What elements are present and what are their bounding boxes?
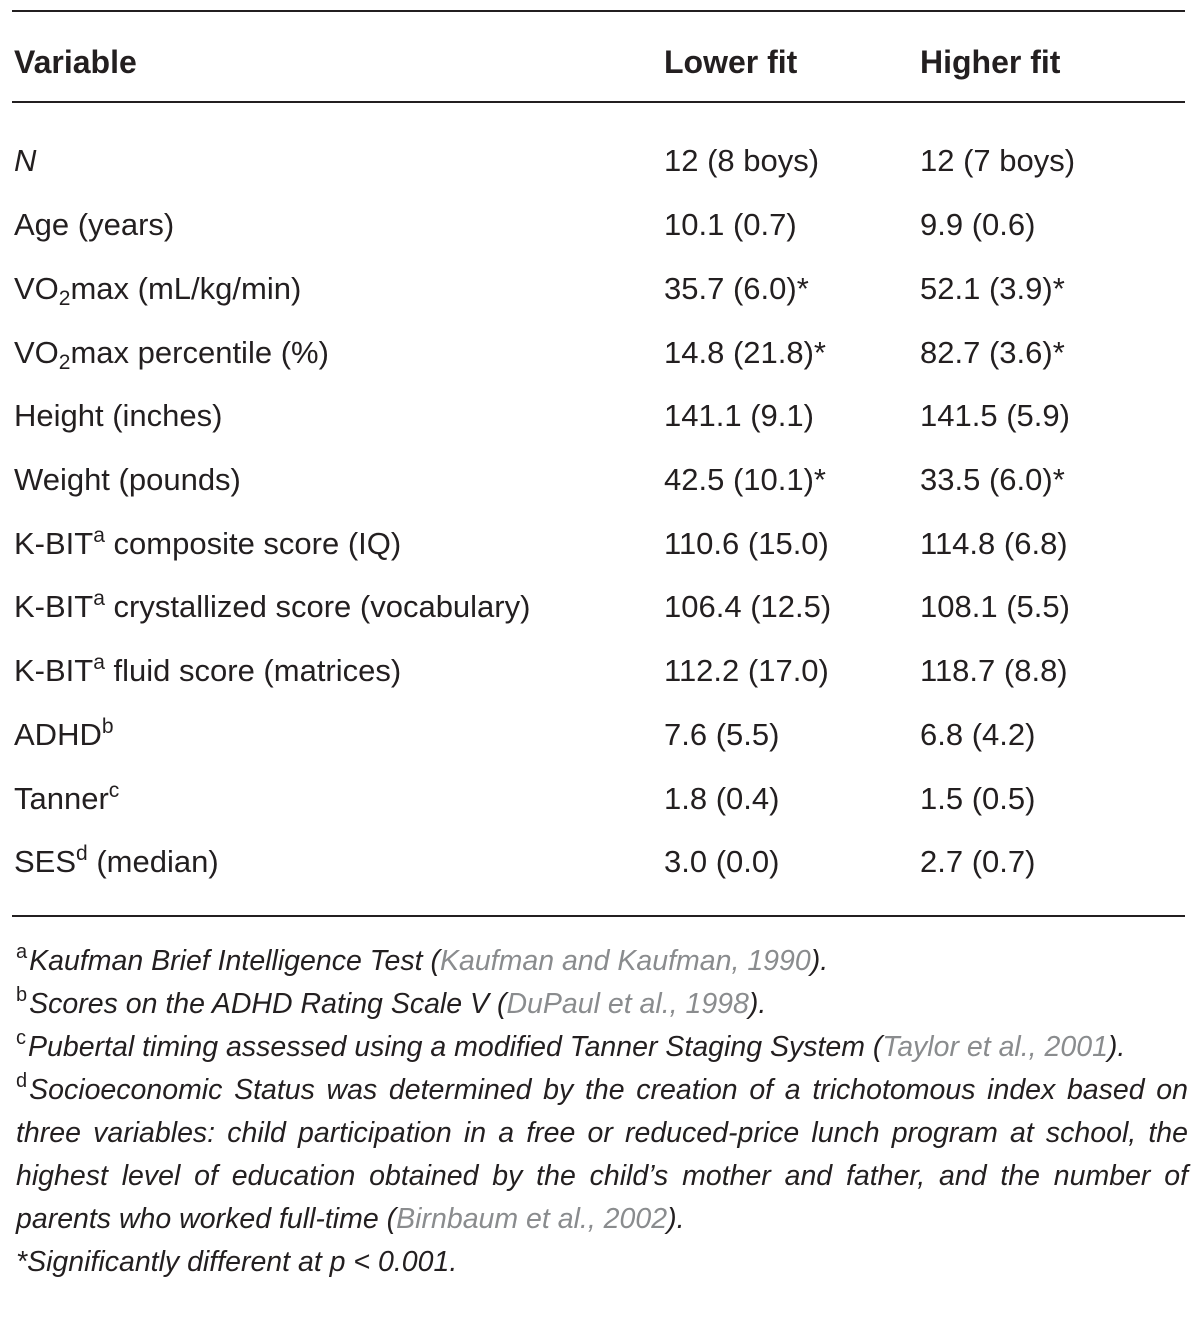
footnote-d bbox=[16, 1069, 1188, 1241]
row-label: Weight (pounds) bbox=[14, 462, 241, 497]
footnote-c bbox=[16, 1026, 1188, 1069]
row-higher-value: 2.7 (0.7) bbox=[920, 844, 1036, 879]
row-lower-value: 110.6 (15.0) bbox=[664, 526, 829, 561]
table-row-kbit-fluid bbox=[0, 651, 1200, 715]
citation-link[interactable]: Kaufman and Kaufman, 1990 bbox=[439, 945, 811, 977]
label-superscript: a bbox=[93, 651, 105, 674]
label-text-b: (median) bbox=[87, 844, 219, 879]
row-higher-value: 118.7 (8.8) bbox=[920, 653, 1068, 688]
row-label: N bbox=[14, 143, 37, 178]
row-label bbox=[14, 524, 401, 564]
table-row-adhd bbox=[0, 715, 1200, 779]
citation-link[interactable]: Birnbaum et al., 2002 bbox=[396, 1203, 668, 1235]
row-lower-value: 112.2 (17.0) bbox=[664, 653, 829, 688]
label-superscript: a bbox=[93, 524, 105, 547]
table-footnotes bbox=[16, 940, 1188, 1284]
label-text-a: SES bbox=[14, 844, 77, 879]
label-text-b: fluid score (matrices) bbox=[104, 653, 402, 688]
row-higher-value: 108.1 (5.5) bbox=[920, 589, 1070, 624]
footnote-text: Socioeconomic Status was determined by the creation of a trichotomous index based on three variables: child participation in a free or reduced-price lunch program at school, the highest level of education obtained by the child’s mother and father, and the number of parents who worked full-time ( bbox=[16, 1074, 1188, 1235]
table-row-vo2max bbox=[0, 269, 1200, 333]
citation-link[interactable]: Taylor et al., 2001 bbox=[882, 1031, 1108, 1063]
footnote-end: ). bbox=[810, 945, 829, 977]
row-higher-value: 114.8 (6.8) bbox=[920, 526, 1068, 561]
row-lower-value: 10.1 (0.7) bbox=[664, 207, 797, 242]
row-lower-value: 106.4 (12.5) bbox=[664, 589, 832, 624]
label-superscript: b bbox=[101, 715, 114, 738]
table-row-weight bbox=[0, 460, 1200, 524]
top-rule bbox=[12, 10, 1185, 12]
row-higher-value: 52.1 (3.9)* bbox=[920, 271, 1065, 306]
row-higher-value: 12 (7 boys) bbox=[920, 143, 1076, 178]
label-text-b: composite score (IQ) bbox=[104, 526, 402, 561]
header-higher-fit: Higher fit bbox=[920, 44, 1061, 80]
label-text-a: ADHD bbox=[14, 717, 102, 752]
label-text-b: max percentile (%) bbox=[70, 335, 329, 370]
footnote-text: Pubertal timing assessed using a modified Tanner Staging System ( bbox=[28, 1031, 883, 1063]
footnote-mark: b bbox=[16, 984, 28, 1006]
row-higher-value: 9.9 (0.6) bbox=[920, 207, 1036, 242]
citation-link[interactable]: DuPaul et al., 1998 bbox=[506, 988, 749, 1020]
label-text-b: max (mL/kg/min) bbox=[70, 271, 302, 306]
footnote-mark: c bbox=[16, 1027, 26, 1049]
row-label: Age (years) bbox=[14, 207, 175, 242]
row-higher-value: 141.5 (5.9) bbox=[920, 398, 1070, 433]
footnote-mark: a bbox=[16, 941, 28, 963]
label-text-b: crystallized score (vocabulary) bbox=[104, 589, 531, 624]
footnote-text: Kaufman Brief Intelligence Test ( bbox=[29, 945, 440, 977]
footnote-end: ). bbox=[667, 1203, 685, 1235]
row-higher-value: 1.5 (0.5) bbox=[920, 781, 1036, 816]
row-label bbox=[14, 269, 301, 309]
footnote-a bbox=[16, 940, 1188, 983]
label-superscript: c bbox=[108, 779, 120, 802]
table-row-age bbox=[0, 205, 1200, 269]
header-lower-fit: Lower fit bbox=[664, 44, 798, 80]
row-label bbox=[14, 587, 530, 627]
footnote-b bbox=[16, 983, 1188, 1026]
label-superscript: a bbox=[93, 587, 105, 610]
label-superscript: d bbox=[76, 842, 88, 865]
footer-rule bbox=[12, 915, 1185, 917]
header-variable: Variable bbox=[14, 44, 137, 80]
row-label bbox=[14, 651, 401, 691]
row-higher-value: 33.5 (6.0)* bbox=[920, 462, 1065, 497]
label-text-a: K-BIT bbox=[14, 589, 94, 624]
footnote-mark: d bbox=[16, 1070, 28, 1092]
row-lower-value: 12 (8 boys) bbox=[664, 143, 820, 178]
row-lower-value: 3.0 (0.0) bbox=[664, 844, 780, 879]
table-row-height bbox=[0, 396, 1200, 460]
row-lower-value: 42.5 (10.1)* bbox=[664, 462, 826, 497]
label-text-a: VO bbox=[14, 335, 59, 370]
label-subscript: 2 bbox=[58, 287, 71, 310]
footnote-end: ). bbox=[748, 988, 767, 1020]
row-label bbox=[14, 715, 114, 755]
footnote-end: ). bbox=[1107, 1031, 1126, 1063]
label-text-a: K-BIT bbox=[14, 526, 94, 561]
row-higher-value: 6.8 (4.2) bbox=[920, 717, 1036, 752]
table-row-n bbox=[0, 141, 1200, 205]
row-lower-value: 35.7 (6.0)* bbox=[664, 271, 809, 306]
row-lower-value: 14.8 (21.8)* bbox=[664, 335, 826, 370]
row-lower-value: 7.6 (5.5) bbox=[664, 717, 780, 752]
row-higher-value: 82.7 (3.6)* bbox=[920, 335, 1065, 370]
footnote-text: Scores on the ADHD Rating Scale V ( bbox=[29, 988, 507, 1020]
table-row-tanner bbox=[0, 779, 1200, 843]
header-rule bbox=[12, 101, 1185, 103]
row-lower-value: 1.8 (0.4) bbox=[664, 781, 780, 816]
row-label: Height (inches) bbox=[14, 398, 223, 433]
table-row-ses bbox=[0, 842, 1200, 906]
label-subscript: 2 bbox=[58, 351, 71, 374]
row-label bbox=[14, 842, 219, 882]
row-label bbox=[14, 333, 329, 373]
row-lower-value: 141.1 (9.1) bbox=[664, 398, 814, 433]
row-label bbox=[14, 779, 119, 819]
label-text-a: Tanner bbox=[14, 781, 109, 816]
table-row-kbit-crystallized bbox=[0, 587, 1200, 651]
table-row-kbit-composite bbox=[0, 524, 1200, 588]
label-text-a: VO bbox=[14, 271, 59, 306]
footnote-significance: *Significantly different at p < 0.001. bbox=[16, 1246, 458, 1278]
table-row-vo2max-percentile bbox=[0, 333, 1200, 397]
label-text-a: K-BIT bbox=[14, 653, 94, 688]
